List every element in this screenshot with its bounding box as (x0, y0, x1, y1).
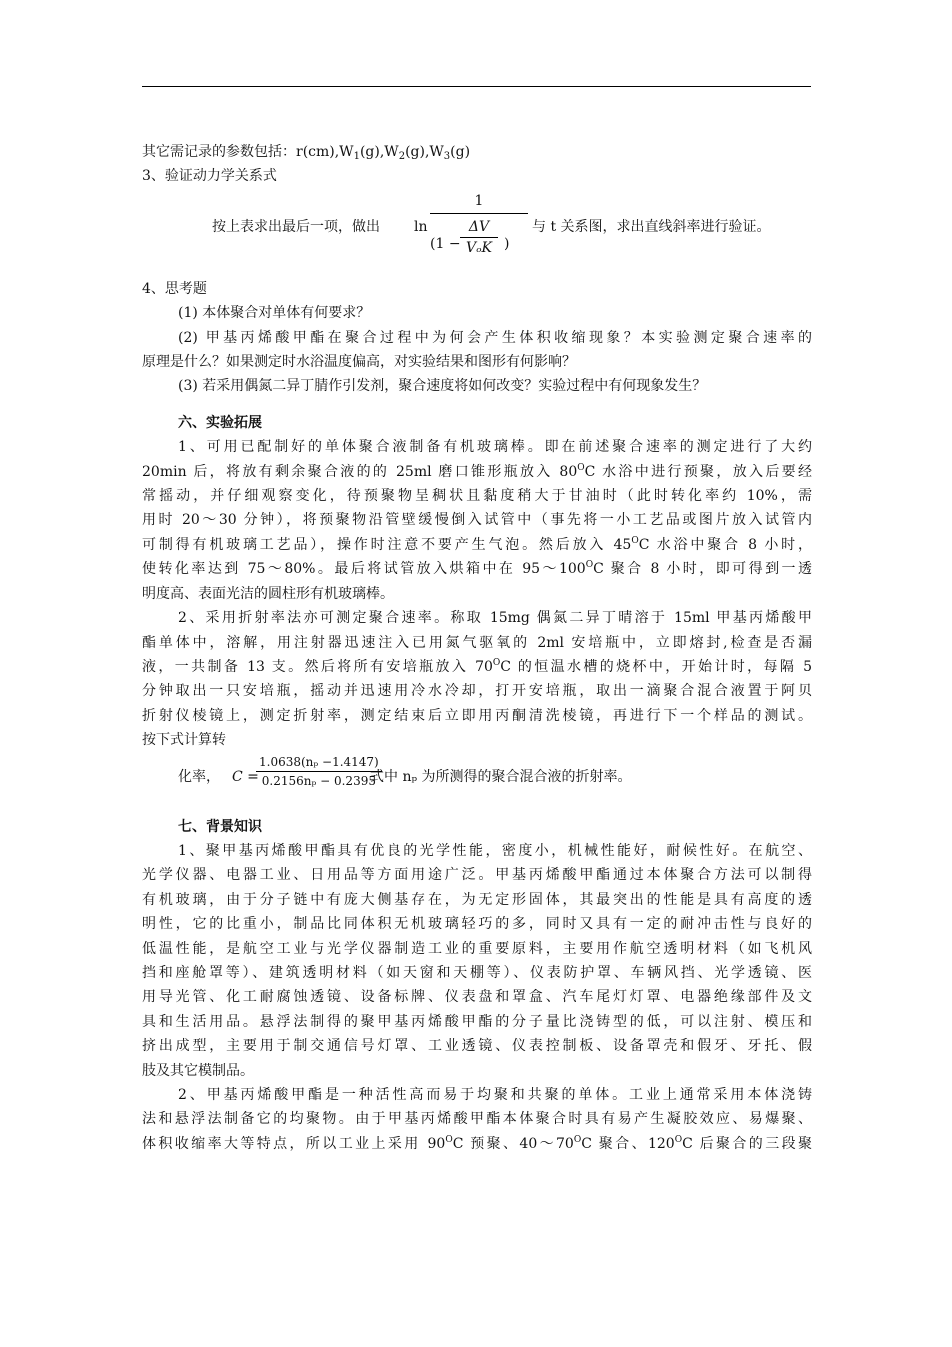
inner-numerator: ΔV (460, 217, 498, 238)
formula-fraction (430, 189, 528, 266)
formula2-intro: 化率， (178, 768, 220, 785)
p6-1-line-e: 可制得有机玻璃工艺品），操作时注意不要产生气泡。然后放入 $45^OC$ 水浴中聚合 8 小时， (142, 535, 812, 553)
p7-1-line-e: 低温性能，是航空工业与光学仪器制造工业的重要原料，主要用作航空透明材料（如飞机风 (142, 940, 812, 957)
p6-1-line-c: 常摇动，并仔细观察变化，待预聚物呈稠状且黏度稍大于甘油时（此时转化率约 10%，需 (142, 488, 812, 505)
formula-ln: ln (414, 218, 428, 235)
section-7-title: 七、背景知识 (178, 818, 262, 835)
p7-2-line-c: 体积收缩率大等特点，所以工业上采用 $90^OC$ 预聚、$40\sim 70^OC$ 聚合、$120^OC$ 后聚合的三段聚 (142, 1134, 812, 1152)
paren-open: (1 − (430, 235, 461, 252)
inner-fraction (460, 217, 498, 258)
question-2-line2: 原理是什么？如果测定时水浴温度偏高，对实验结果和图形有何影响？ (142, 354, 576, 371)
p7-1-line-d: 明性，它的比重小，制品比同体积无机玻璃轻巧的多，同时又具有一定的耐冲击性与良好的 (142, 916, 812, 933)
header-rule (142, 86, 811, 87)
p7-1-line-b: 光学仪器、电器工业、日用品等方面用途广泛。甲基丙烯酸甲酯通过本体聚合方法可以制得 (142, 867, 812, 884)
section-4-title: 4、思考题 (142, 280, 207, 297)
question-1: (1) 本体聚合对单体有何要求？ (178, 305, 371, 322)
p7-1-line-c: 有机玻璃，由于分子链中有庞大侧基存在，为无定形固体，其最突出的性能是具有高度的透 (142, 891, 812, 908)
p6-2-line-c: 液，一共制备 13 支。然后将所有安培瓶放入 $70^OC$ 的恒温水槽的烧杯中，开始计时，每隔 5 (142, 657, 812, 675)
formula-tail: 与 t 关系图，求出直线斜率进行验证。 (532, 218, 771, 235)
p7-1-line-f: 挡和座舱罩等）、建筑透明材料（如天窗和天棚等）、仪表防护罩、车辆风挡、光学透镜、医 (142, 964, 812, 981)
p6-1-line-a: 1、可用已配制好的单体聚合液制备有机玻璃棒。即在前述聚合速率的测定进行了大约 (178, 439, 812, 456)
p7-1-line-j: 肢及其它模制品。 (142, 1062, 254, 1079)
p6-1-line-f: 使转化率达到 75～80%。最后将试管放入烘箱中在 $95\sim 100^OC$ 聚合 8 小时，即可得到一透 (142, 560, 812, 578)
p7-2-line-b: 法和悬浮法制备它的均聚物。由于甲基丙烯酸甲酯本体聚合时具有易产生凝胶效应、易爆聚、 (142, 1111, 812, 1128)
formula2-lhs: C = (232, 768, 259, 785)
formula2-numerator: 1.0638(nₚ −1.4147) (256, 753, 382, 772)
kinetics-formula (142, 189, 812, 265)
section-3-title: 3、验证动力学关系式 (142, 168, 277, 185)
params-line: 其它需记录的参数包括：$r(cm),W_1(g),W_2(g),W_3(g)$ (142, 144, 471, 162)
formula2-tail: 式中 nₚ 为所测得的聚合混合液的折射率。 (370, 768, 632, 785)
p7-2-line-a: 2、甲基丙烯酸甲酯是一种活性高而易于均聚和共聚的单体。工业上通常采用本体浇铸 (178, 1087, 812, 1103)
p7-1-line-h: 具和生活用品。悬浮法制得的聚甲基丙烯酸甲酯的分子量比浇铸型的低，可以注射、模压和 (142, 1013, 812, 1030)
p7-1-line-a: 1、聚甲基丙烯酸甲酯具有优良的光学性能，密度小，机械性能好，耐候性好。在航空、 (178, 842, 812, 859)
p6-2-line-b: 酯单体中，溶解，用注射器迅速注入已用氮气驱氧的 2ml 安培瓶中，立即熔封,检查是否漏 (142, 634, 812, 651)
p6-2-line-e: 折射仪棱镜上，测定折射率，测定结束后立即用丙酮清洗棱镜，再进行下一个样品的测试。 (142, 707, 812, 724)
paren-close: ) (504, 235, 510, 252)
formula2-fraction (256, 753, 382, 790)
p6-1-line-b: 20min 后，将放有剩余聚合液的的 25ml 磨口锥形瓶放入 $80^OC$ 水浴中进行预聚，放入后要经 (142, 462, 812, 480)
conversion-formula (142, 753, 812, 803)
section-6-title: 六、实验拓展 (178, 414, 262, 431)
formula-intro: 按上表求出最后一项，做出 (212, 218, 380, 235)
formula-numerator: 1 (430, 189, 528, 214)
p7-1-line-i: 挤出成型，主要用于制交通信号灯罩、工业透镜、仪表控制板、设备罩壳和假牙、牙托、假 (142, 1038, 812, 1055)
p6-1-line-g: 明度高、表面光洁的圆柱形有机玻璃棒。 (142, 585, 394, 602)
question-2-line1: (2) 甲基丙烯酸甲酯在聚合过程中为何会产生体积收缩现象？本实验测定聚合速率的 (178, 329, 812, 346)
inner-denominator: VₒK (466, 239, 492, 256)
p6-2-line-a: 2、采用折射率法亦可测定聚合速率。称取 15mg 偶氮二异丁晴溶于 15ml 甲基丙烯酸甲 (178, 610, 812, 627)
formula-denominator (430, 214, 528, 266)
p7-1-line-g: 用导光管、化工耐腐蚀透镜、设备标牌、仪表盘和罩盒、汽车尾灯灯罩、电器绝缘部件及文 (142, 989, 812, 1006)
p6-1-line-d: 用时 20～30 分钟），将预聚物沿管壁缓慢倒入试管中（事先将一小工艺品或图片放入试管内 (142, 512, 812, 529)
formula2-denominator: 0.2156nₚ − 0.2395 (261, 773, 376, 788)
p6-2-line-f: 按下式计算转 (142, 732, 226, 749)
question-3: (3) 若采用偶氮二异丁腈作引发剂，聚合速度将如何改变？实验过程中有何现象发生？ (178, 378, 707, 395)
p6-2-line-d: 分钟取出一只安培瓶，摇动并迅速用冷水冷却，打开安培瓶，取出一滴聚合混合液置于阿贝 (142, 683, 812, 700)
document-body (142, 140, 812, 1156)
